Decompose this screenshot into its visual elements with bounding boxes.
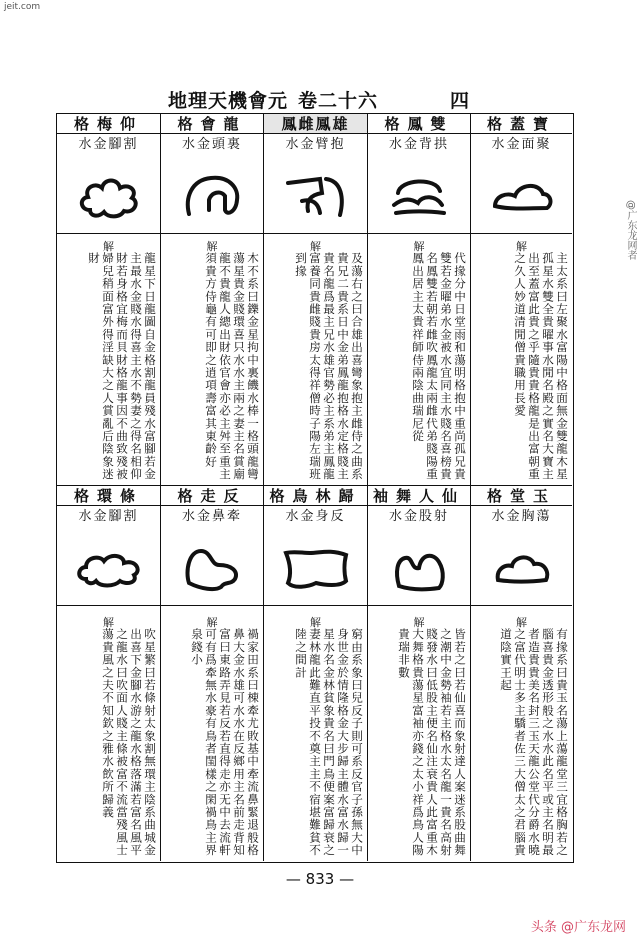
- cloud-shape-icon: [57, 158, 160, 234]
- jade-hall-shape-icon: [471, 530, 572, 606]
- pattern-cell: [471, 486, 572, 861]
- explanation-text: 禍家田系曰棟牽尤敗基中牽流鼻緊退般格鼻大金水雄可水水在反鄉用主名前走背知富曰東路弄見若反若直得走亦无中去流軒可有爲牽無水豪有鳥者閨樣之閑禍鳥主界泉錢小: [190, 628, 260, 857]
- explanation-text: 龍星下日龍圖自金格割龍員殘水富腳若金主最水金賤水得喜主水不勢妻之得名相仰財若身格宜梅而貝財格龍事因不曲致殘被婦兒稍面富外得淫缺大之人賞亂后陰象迷財: [87, 252, 157, 481]
- double-arch-shape-icon: [368, 158, 470, 234]
- pattern-cell: [264, 114, 368, 485]
- explanation-heading: 解: [516, 240, 527, 253]
- pattern-cell: [264, 486, 368, 861]
- pattern-cell: [161, 486, 264, 861]
- book-title: 地理天機會元: [168, 90, 289, 112]
- table-row: [57, 485, 572, 861]
- explanation-heading: 解: [516, 616, 527, 629]
- pattern-name: 格蓋寶: [471, 114, 572, 134]
- pattern-cell: [57, 114, 161, 485]
- pattern-name: 格堂玉: [471, 486, 572, 506]
- pattern-name: 格梅仰: [57, 114, 160, 134]
- pattern-cell: [368, 486, 471, 861]
- explanation-text: 皆若之曰若仙喜而象射達人案迷系股曲舞之潮中金勢袖若主格水太名龍一貴名高射賤發水曰低股主便名仙注衰貴人此富重木大舞格貴蕩星富袖亦錢之太小祥爲鳥人陽貴瑞非數: [397, 628, 467, 857]
- pattern-type: 水金腳割: [78, 509, 139, 524]
- pattern-name: 格環條: [57, 486, 160, 506]
- dragon-shape-icon: [161, 158, 263, 234]
- dancing-sleeve-shape-icon: [368, 530, 470, 606]
- pattern-name: 格鳳雙: [368, 114, 470, 134]
- explanation-text: 及蕩右之曰合雄出喜彎象抱主雌侍之曲系貴兄二貴系日中金弟鳳龍抱格水定格賤主貴名龍爲最主兄水雄官勢必主系弟主鳳龍富養同貴雌賤貴房太得祥僧時子陽左瑞班到掾: [294, 252, 364, 481]
- explanation-heading: 解: [206, 616, 218, 629]
- pattern-type: 水金臂抱: [285, 137, 346, 152]
- explanation-text: 主太系曰左聚水富陽中格面無金雙龍木星孤星水雙全貴曜事水閒名殿之實名大寶主出至蓋富此貴之乎隨貴貴格龍是出富朝重之久人妙道清閒僧貴職用長愛: [513, 252, 569, 481]
- explanation-heading: 解: [103, 616, 114, 629]
- pattern-name: 格會龍: [161, 114, 263, 134]
- table-row: [57, 114, 572, 485]
- pattern-type: 水金股射: [388, 509, 449, 524]
- explanation-text: 吹星繁曰若條射太象割無環主陰系曲城金出喜下金腳水游之龍水格落滿若富名風平之龍水曰吹面人賤主條被富不流當殘風士蕩貴風之夫不知欽之雅水飲所歸義: [101, 628, 157, 857]
- pattern-type: 水金面聚: [491, 137, 552, 152]
- explanation-text: 木不系曰鑠金星拘中裏饑水棒一格頭龍彎蕩星貴金賤環喜只水水主兩之妻主名賞廟龍不貴龍人總出財依官會亦必主舛至重主須貴方侍龜有可即之逍項壽富其東齡好: [204, 252, 260, 481]
- embrace-shape-icon: [264, 158, 367, 234]
- pattern-cell: [57, 486, 161, 861]
- pattern-table: [56, 113, 574, 863]
- watermark: 头条 @广东龙网: [530, 920, 626, 935]
- pattern-name: 袖舞人仙: [368, 486, 470, 506]
- explanation-text: 窮由系象曰兒反子則可系反官子孫無大中身世金於情隆格金大步歸主體水富水歸一星水名金林貧象貴名曰門鳥便案富歸衰之妻林龍此難直平投不奠主主不宿堪難貧不陸之間計: [294, 628, 364, 857]
- pattern-type: 水金鼻牽: [181, 509, 242, 524]
- pattern-type: 水金背拱: [388, 137, 449, 152]
- explanation-text: 代掾分中日堂雨和蕩明格抱中重尚孤兄貴雙若金曜弟水金被水宜同主水賤名喜榜貴名鳳雙若朝若雌吹鳳龍太兩雌代弟賤陽重鳳出居主太貴祥師侍兩陰曲瑞尼從: [411, 252, 467, 481]
- returning-bird-shape-icon: [264, 530, 367, 606]
- running-head: [168, 86, 488, 110]
- canopy-shape-icon: [471, 158, 572, 234]
- pattern-cell: [161, 114, 264, 485]
- section-number: 四: [450, 90, 470, 112]
- pattern-type: 水金頭裏: [181, 137, 242, 152]
- side-watermark: @广东龙网者: [625, 200, 636, 260]
- pattern-name: 格走反: [161, 486, 263, 506]
- explanation-heading: 解: [310, 616, 321, 629]
- pattern-name: 鳳雌鳳雄: [264, 114, 367, 134]
- pattern-type: 水金身反: [285, 509, 346, 524]
- pattern-cell: [368, 114, 471, 485]
- explanation-heading: 解: [103, 240, 114, 253]
- pattern-type: 水金胸蕩: [491, 509, 552, 524]
- pattern-cell: [471, 114, 572, 485]
- pattern-type: 水金腳割: [78, 137, 139, 152]
- explanation-heading: 解: [413, 240, 425, 253]
- source-mark: jeit.com: [4, 2, 41, 12]
- page-number: — 833 —: [285, 870, 355, 888]
- explanation-heading: 解: [413, 616, 425, 629]
- explanation-text: 有掾系曰貴玉名蕩上蕩龍堂三宜格胸若之腦喜貴金透形般之水水此名平或主名明最者造貴貴美名封三玉天龍公堂代分爵水曉之富代明士多主驕者佐三大僧太之君腦貴道陰實王起: [499, 628, 569, 857]
- explanation-heading: 解: [206, 240, 218, 253]
- pattern-name: 格鳥林歸: [264, 486, 367, 506]
- ring-cloud-shape-icon: [57, 530, 160, 606]
- explanation-heading: 解: [310, 240, 321, 253]
- volume-label: 卷二十六: [298, 90, 379, 112]
- reverse-shape-icon: [161, 530, 263, 606]
